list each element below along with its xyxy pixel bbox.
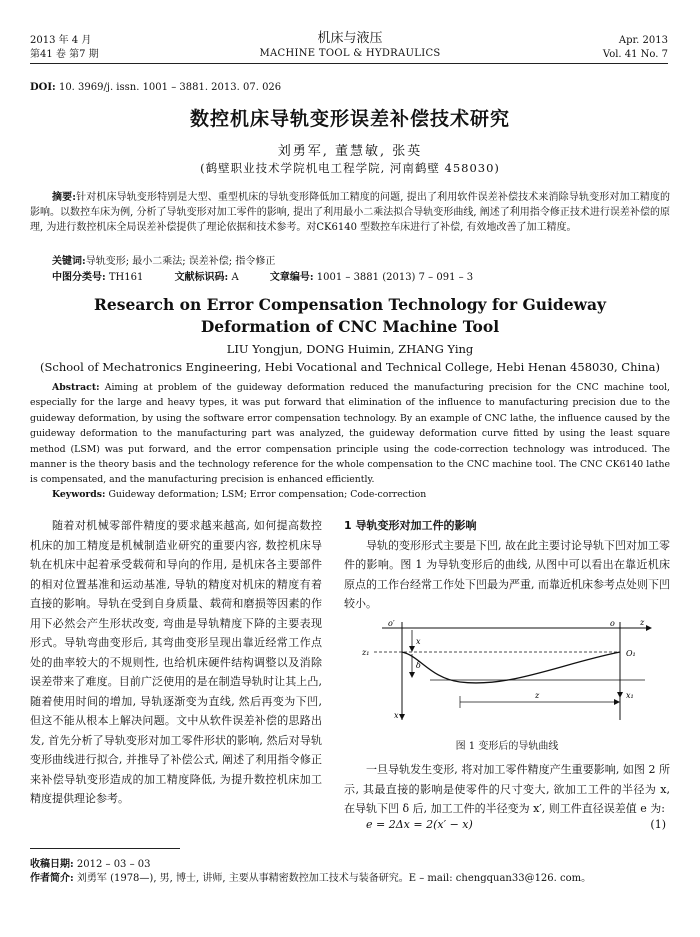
- label-x1: x₁: [626, 691, 634, 700]
- doi-label: DOI:: [30, 82, 56, 93]
- header-divider: [30, 63, 668, 64]
- doc-label: 文献标识码:: [174, 272, 229, 283]
- received-label: 收稿日期:: [30, 859, 74, 870]
- journal-name-en: MACHINE TOOL & HYDRAULICS: [259, 48, 441, 59]
- art-value: 1001 – 3881 (2013) 7 – 091 – 3: [316, 272, 474, 283]
- label-x: x: [416, 637, 421, 646]
- x1-arrow-head: [617, 692, 623, 698]
- abstract-cn-text: 针对机床导轨变形特别是大型、重型机床的导轨变形降低加工精度的问题, 提出了利用软件误差补偿技术来消除导轨变形对加工精度的影响。以数控车床为例, 分析了导轨变形对加工零件的影响, 提出了利用最小二乘法拟合导轨变形曲线, 阐述了利用指令修正技术进行误差补偿的原理, 为进行数控机床全局误差补偿提供了理论依据和技术参考。对CK6140 型数控车床进行了补偿, 有效地改善了加工精度。: [30, 192, 670, 234]
- label-x-bottom: x: [394, 711, 399, 720]
- header-volume-cn: 第41 卷 第7 期: [30, 49, 99, 60]
- label-z: z: [640, 618, 645, 627]
- label-o: o: [610, 619, 615, 628]
- keywords-en-label: Keywords:: [52, 489, 106, 500]
- journal-name-cn: 机床与液压: [317, 31, 383, 46]
- label-delta: δ: [416, 661, 421, 670]
- header-date-en: Apr. 2013: [618, 35, 668, 46]
- label-o-prime: o′: [388, 619, 395, 628]
- section-1-title: 1 导轨变形对加工件的影响: [344, 519, 477, 532]
- header-journal: [200, 31, 500, 61]
- title-en: Research on Error Compensation Technology for Guideway Deformation of CNC Machine Tool: [93, 295, 606, 336]
- delta-arrow-head: [409, 672, 415, 678]
- header-volume-en: Vol. 41 No. 7: [602, 49, 668, 60]
- title-cn: 数控机床导轨变形误差补偿技术研究: [189, 108, 510, 130]
- equation-1-text: e = 2Δx = 2(x′ − x): [366, 818, 473, 831]
- received-date: 2012 – 03 – 03: [76, 859, 151, 870]
- label-z1: z₁: [362, 648, 370, 657]
- doi-line: [30, 82, 281, 93]
- art-label: 文章编号:: [269, 272, 314, 283]
- author-bio-text: 刘勇军 (1978—), 男, 博士, 讲师, 主要从事精密数控加工技术与装备研究。E – mail: chengquan33@126. com。: [76, 873, 592, 884]
- abstract-en: [30, 380, 670, 488]
- equation-1-number: (1): [650, 818, 666, 831]
- clc-label: 中图分类号:: [52, 272, 106, 283]
- abstract-cn: [30, 190, 670, 236]
- keywords-cn-text: 导轨变形; 最小二乘法; 误差补偿; 指令修正: [85, 256, 276, 267]
- keywords-cn-label: 关键词:: [52, 256, 86, 267]
- clc-value: TH161: [108, 272, 144, 283]
- footnote-divider: [30, 848, 180, 849]
- equation-1: [366, 818, 666, 831]
- author-bio-label: 作者简介:: [30, 873, 74, 884]
- doc-value: A: [231, 272, 239, 283]
- label-o1: O₁: [626, 649, 636, 658]
- body-left-column: 随着对机械零部件精度的要求越来越高, 如何提高数控机床的加工精度是机械制造业研究的重要内容, 数控机床导轨在机床中起着承受载荷和导向的作用, 是机床各主要部件的相对位置基准和运动基准, 导轨的精度对机床的精度有着直接的影响。导轨在受到自身质量、载荷和磨损等因素的作用下必然会产生形状改变, 弯曲是导轨精度下降的主要表现形式。导轨弯曲变形后, 其弯曲变形呈现出靠近经常工作点处的曲率较大的不规则性, 也给机床硬件结构调整以及消除误差带来了难度。目前广泛使用的是在制造导轨时让其上凸, 随着使用时间的增加, 导轨逐渐变为直线, 然后再变为下凹, 但这不能从根本上解决问题。文中从软件误差补偿的思路出发, 首先分析了导轨变形对加工零件形状的影响, 然后对导轨变形曲线进行拟合, 并推导了补偿公式, 阐述了利用指令修正来补偿导轨变形造成的加工精度降低, 为提升数控机床加工精度提供理论参考。: [30, 519, 322, 805]
- abstract-en-label: Abstract:: [52, 382, 100, 393]
- abstract-en-text: Aiming at problem of the guideway deformation reduced the manufacturing precision for the CNC machine tool, especially for the large and heavy types, it was put forward that elimination of the influence to manufacturing precision due to the guideway deformation, by using the software error compensation technology. By an example of CNC lathe, the influence caused by the guideway deformation to the manufacturing part was analyzed, the guideway deformation curve fitted by using the least square method (LSM) was put forward, and the error compensation principle using the code-correction technology was introduced. The manner is the theory basis and the technology reference for the whole compensation to the CNC machine tool. The CNC CK6140 lathe is compensated, and the manufacturing precision is enhanced efficiently.: [30, 382, 670, 486]
- body-right-column: [344, 516, 670, 614]
- abstract-cn-label: 摘要:: [52, 192, 76, 203]
- section-1-para-1: 导轨的变形形式主要是下凹, 故在此主要讨论导轨下凹对加工零件的影响。图 1 为导轨变形后的曲线, 从图中可以看出在靠近机床原点的工作台经常工作处下凹最为严重, 而靠近机床参考点处则下凹较小。: [344, 538, 670, 610]
- z-arrow-head: [646, 625, 652, 631]
- section-1-para-2: 一旦导轨发生变形, 将对加工零件精度产生重要影响, 如图 2 所示, 其最直接的影响是使零件的尺寸变大, 欲加工工件的半径为 x, 在导轨下凹 δ 后, 加工工件的半径变为 x′, 则工件直径误差值 e 为:: [344, 763, 670, 815]
- x-arrow-head: [409, 646, 415, 652]
- figure-1-guideway-curve: [360, 616, 660, 726]
- left-axis-arrow-head: [399, 714, 405, 720]
- doi-value: 10. 3969/j. issn. 1001 – 3881. 2013. 07. 026: [58, 82, 282, 93]
- clc-code: [52, 272, 143, 283]
- classification-line: [52, 268, 501, 283]
- affiliation-cn: (鹤壁职业技术学院机电工程学院, 河南鹤壁 458030): [200, 161, 500, 175]
- footnote-author: [30, 871, 670, 886]
- article-number: [270, 272, 473, 283]
- deformation-curve: [402, 652, 620, 683]
- header-issue-en: [603, 34, 668, 62]
- authors-cn: 刘勇军, 董慧敏, 张英: [277, 144, 423, 159]
- authors-en: LIU Yongjun, DONG Huimin, ZHANG Ying: [226, 342, 474, 356]
- keywords-en: [52, 489, 426, 500]
- keywords-en-text: Guideway deformation; LSM; Error compensation; Code-correction: [108, 489, 427, 500]
- affiliation-en: (School of Mechatronics Engineering, Hebi Vocational and Technical College, Hebi Henan 458030, China): [40, 360, 660, 374]
- keywords-cn: [52, 252, 275, 267]
- z-dimension-arrow: [614, 699, 620, 705]
- doc-code: [175, 272, 239, 283]
- label-z-mid: z: [535, 691, 540, 700]
- header-issue-date: [30, 34, 99, 62]
- header-date-cn: 2013 年 4 月: [30, 35, 92, 46]
- figure-1-caption: 图 1 变形后的导轨曲线: [455, 741, 559, 752]
- footnote-received: [30, 855, 151, 870]
